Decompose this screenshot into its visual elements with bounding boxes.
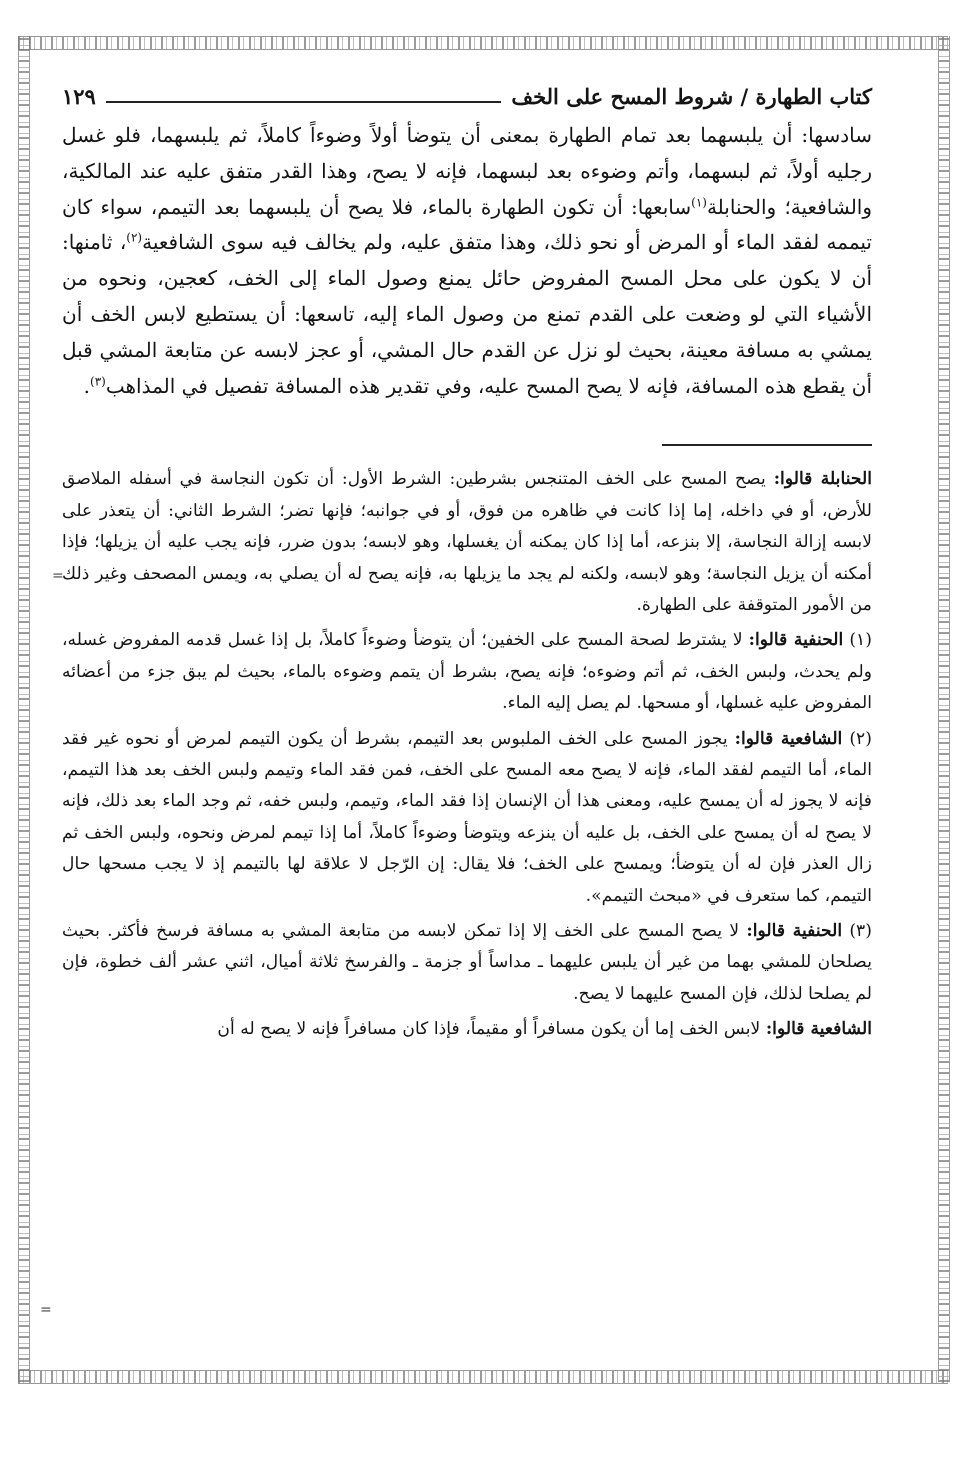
footnote-lead: الشافعية قالوا:	[734, 728, 843, 749]
footnote-3: (٣) الحنفية قالوا: لا يصح المسح على الخف إلا إذا تمكن لابسه من متابعة المشي به مسافة فرسخ فأكثر. بحيث يصلحان للمشي بهما من غير أن يلبس عليهما ـ مداساً أو جزمة ـ والفرسخ ثلاثة أميال، اثني عشر ألف خطوة، فإن لم يصلحا لذلك، فإن المسح عليهما لا يصح.	[62, 921, 872, 1004]
main-paragraph: سادسها: أن يلبسهما بعد تمام الطهارة بمعنى أن يتوضأ أولاً وضوءاً كاملاً، ثم يلبسهما، فلو غسل رجليه أولاً، ثم لبسهما، وأتم وضوءه بعد لبسهما، فإنه لا يصح، وهذا القدر متفق عليه عند المالكية، والشافعية؛ والحنابلة$^{(١)}$سابعها: أن تكون الطهارة بالماء، فلا يصح أن يلبسهما بعد التيمم، سواء كان تيممه لفقد الماء أو المرض أو نحو ذلك، وهذا متفق عليه، ولم يخالف فيه سوى الشافعية$^{(٢)}$، ثامنها: أن لا يكون على محل المسح المفروض حائل يمنع وصول الماء إلى الخف، كعجين، ونحوه من الأشياء التي لو وضعت على القدم تمنع من وصول الماء إليه، تاسعها: أن يستطيع لابس الخف أن يمشي به مسافة معينة، بحيث لو نزل عن القدم حال المشي، أو عجز لابسه عن متابعة المشي قبل أن يقطع هذه المسافة، فإنه لا يصح المسح عليه، وفي تقدير هذه المسافة تفصيل في المذاهب$^{(٣)}$.	[62, 123, 873, 398]
footnote-number: (٣)	[849, 921, 872, 942]
footnote-ref-3[interactable]: (٣)	[90, 373, 106, 388]
footnotes	[62, 464, 872, 1045]
main-text	[62, 118, 872, 404]
footnote-2: (٢) الشافعية قالوا: يجوز المسح على الخف الملبوس بعد التيمم، بشرط أن يكون التيمم لمرض أو نحوه غير فقد الماء، أما التيمم لفقد الماء، فإنه لا يصح معه المسح على الخف، فمن فقد الماء وتيمم ولبس الخف بعد هذا التيمم، فإنه لا يجوز له أن يمسح عليه، ومعنى هذا أن الإنسان إذا فقد الماء، وتيمم، ولبس خفه، ثم وجد الماء بعد ذلك، فإنه لا يصح له أن يمسح على الخف، بل عليه أن ينزعه ويتوضأ وضوءاً كاملاً، أما إذا تيمم لمرض ونحوه، ولبس الخف ثم زال العذر فإن له أن يتوضأ؛ ويمسح على الخف؛ فلا يقال: إن الرّجل لا علاقة لها بالتيمم إذ لا يجب مسحها حال التيمم، كما ستعرف في «مبحث التيمم».	[62, 728, 872, 906]
decorative-border-top	[18, 36, 948, 50]
decorative-border-left	[18, 36, 30, 1382]
page	[62, 78, 872, 1050]
footnote-lead: الحنفية قالوا:	[748, 630, 844, 651]
continuation-marker-bottom: =	[40, 1302, 52, 1318]
decorative-border-right	[938, 36, 950, 1382]
footnote-ref-2[interactable]: (٢)	[126, 230, 143, 245]
footnote-1: (١) الحنفية قالوا: لا يشترط لصحة المسح على الخفين؛ أن يتوضأ وضوءاً كاملاً، بل إذا غسل قدمه المفروض غسله، ولم يحدث، ولبس الخف، ثم أتم وضوءه؛ فإنه يصح، بشرط أن يتمم وضوءه بالماء، بحيث لم يبق جزء من أعضائه المفروض عليه غسلها، أو مسحها. لم يصل إليه الماء.	[62, 630, 872, 714]
footnote-continued: الحنابلة قالوا: يصح المسح على الخف المتنجس بشرطين: الشرط الأول: أن تكون النجاسة في أسفله الملاصق للأرض، أو في داخله، إما إذا كانت في ظاهره من فوق، أو في جوانبه؛ فإنها تضر؛ الشرط الثاني: أن يتعذر على لابسه إزالة النجاسة، إلا بنزعه، أما إذا كان يمكنه أن يغسلها، وهو لابسه؛ بدون ضرر، فإنه يجب عليه أن يزيلها؛ فإذا أمكنه أن يزيل النجاسة؛ وهو لابسه، ولكنه لم يجد ما يزيلها به، فإنه يصح له أن يصلي به، ويمس المصحف وغير ذلك من الأمور المتوقفة على الطهارة.	[62, 469, 872, 615]
page-number: ١٢٩	[62, 83, 96, 109]
footnote-lead: الشافعية قالوا:	[765, 1019, 872, 1040]
footnote-number: (١)	[849, 630, 872, 651]
footnote-continues: الشافعية قالوا: لابس الخف إما أن يكون مسافراً أو مقيماً، فإذا كان مسافراً فإنه لا يصح له أن	[217, 1019, 872, 1040]
footnote-ref-1[interactable]: (١)	[691, 194, 707, 209]
footnote-lead: الحنفية قالوا:	[746, 921, 843, 942]
continuation-marker-top: =	[52, 568, 64, 584]
running-header	[62, 78, 872, 114]
running-title: كتاب الطهارة / شروط المسح على الخف	[511, 83, 872, 109]
decorative-border-bottom	[18, 1370, 948, 1384]
footnote-number: (٢)	[849, 728, 872, 749]
footnote-lead: الحنابلة قالوا:	[773, 469, 872, 490]
footnote-separator	[662, 444, 872, 446]
header-rule	[106, 101, 502, 103]
